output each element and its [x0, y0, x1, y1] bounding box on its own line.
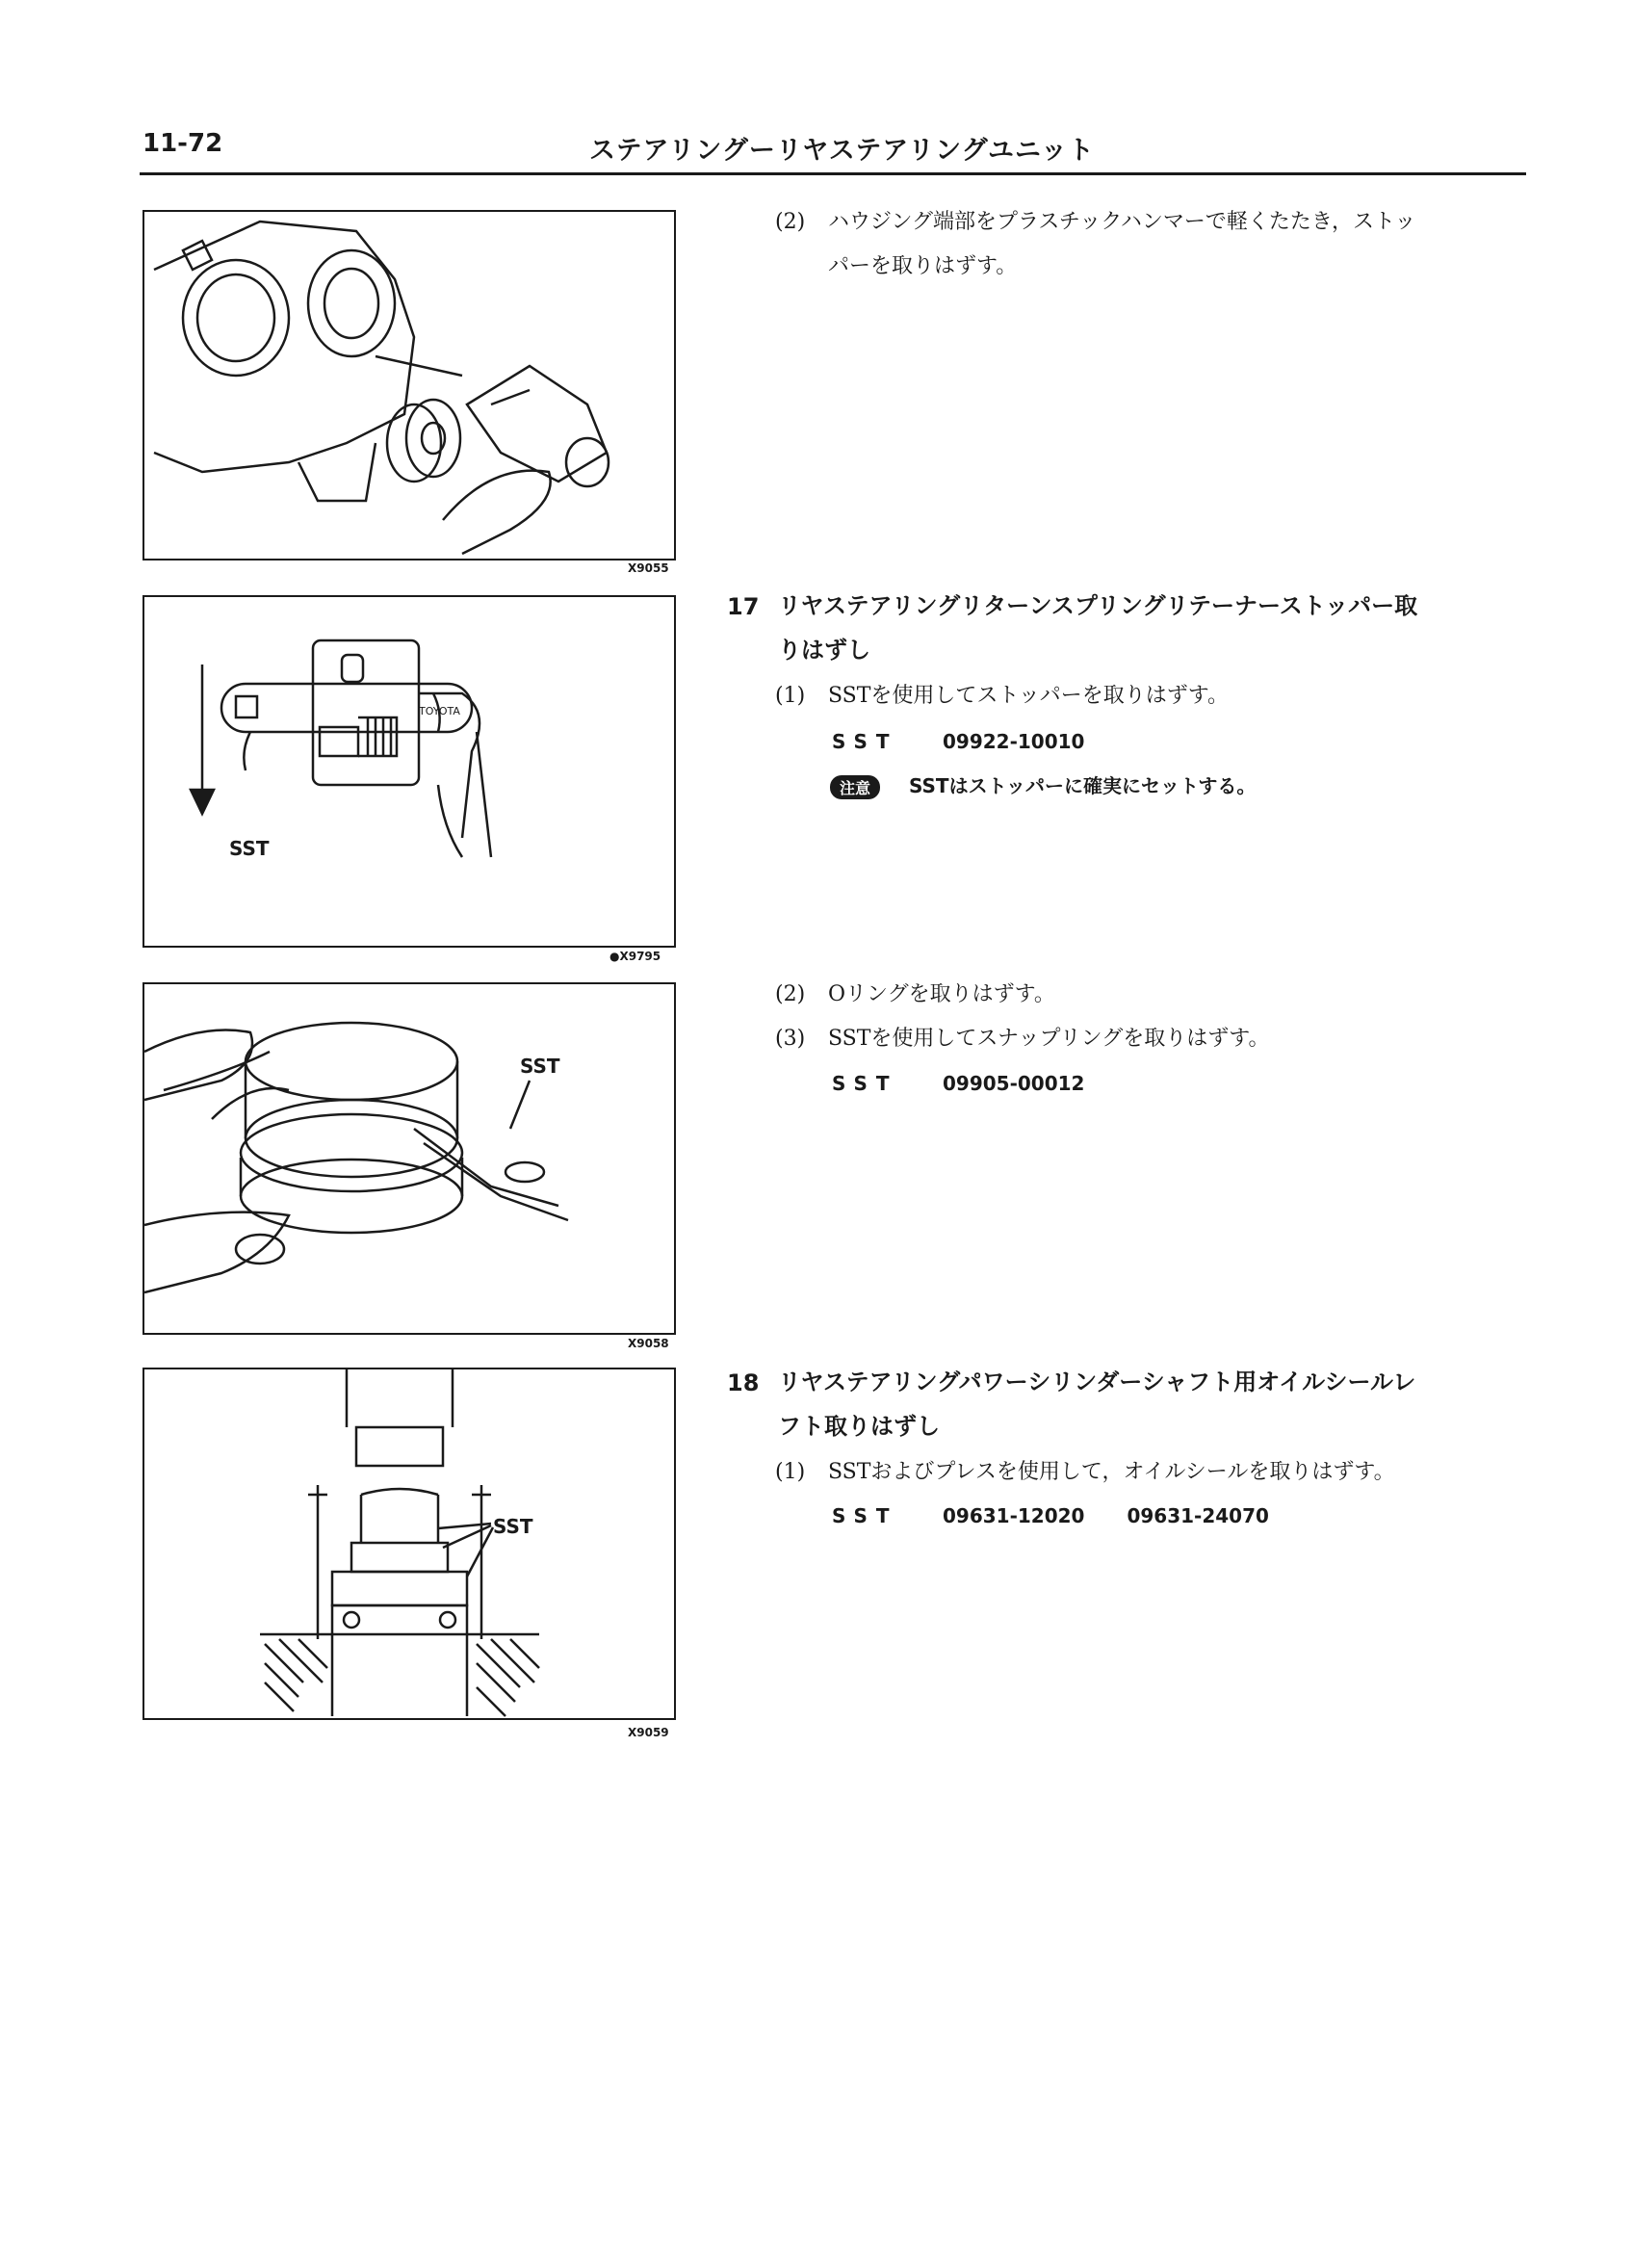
- header-rule: [140, 172, 1526, 175]
- step-17-title-line2: りはずし: [778, 637, 870, 664]
- step-17-sst1-row: [832, 730, 1127, 753]
- step-18-sub1-text: SSTおよびプレスを使用して，オイルシールを取りはずす。: [828, 1460, 1395, 1484]
- intro-step-line2: パーを取りはずす。: [828, 254, 1018, 278]
- step-18-title-line2: フト取りはずし: [778, 1413, 940, 1440]
- step-17-sub2-num: (2): [775, 982, 806, 1006]
- figure-code: X9058: [628, 1337, 669, 1350]
- step-18-title-line1: リヤステアリングパワーシリンダーシャフト用オイルシールレ: [778, 1369, 1416, 1395]
- step-17-sub1-text: SSTを使用してストッパーを取りはずす。: [828, 684, 1230, 708]
- snap-ring-illustration: [144, 984, 674, 1333]
- sst-label: SST: [493, 1515, 533, 1538]
- step-17-sub2-text: Oリングを取りはずす。: [828, 982, 1055, 1006]
- figure-sst-wrench: [143, 595, 676, 948]
- page-number: 11-72: [143, 129, 223, 158]
- step-18-sub1-num: (1): [775, 1460, 806, 1484]
- figure-code: X9055: [628, 561, 669, 575]
- step-17-sub3-num: (3): [775, 1027, 806, 1051]
- sst-wrench-illustration: [144, 597, 674, 946]
- sst-label: SST: [229, 837, 270, 860]
- step-17-sst2-row: [832, 1072, 1127, 1095]
- press-seal-illustration: [144, 1369, 674, 1718]
- sst-part-number: 09631-12020: [943, 1504, 1085, 1527]
- sst-part-number: 09905-00012: [943, 1072, 1085, 1095]
- caution-badge: 注意: [830, 775, 880, 799]
- figure-press-seal: [143, 1368, 676, 1720]
- step-18-sst-row: [832, 1504, 1311, 1527]
- step-18-number: 18: [727, 1369, 760, 1396]
- step-17-title-line1: リヤステアリングリターンスプリングリテーナーストッパー取: [778, 592, 1418, 619]
- intro-step-line1: ハウジング端部をプラスチックハンマーで軽くたたき，ストッ: [828, 210, 1416, 234]
- intro-step-num: (2): [775, 210, 806, 234]
- housing-hammer-illustration: [144, 212, 674, 559]
- figure-code: X9059: [628, 1726, 669, 1739]
- step-17-sub3-text: SSTを使用してスナップリングを取りはずす。: [828, 1027, 1270, 1051]
- step-17-number: 17: [727, 593, 760, 620]
- figure-code: ●X9795: [609, 950, 661, 963]
- sst-key: SST: [832, 730, 898, 753]
- step-17-sub1-num: (1): [775, 684, 806, 708]
- figure-snap-ring: [143, 982, 676, 1335]
- sst-label: SST: [520, 1055, 560, 1078]
- sst-key: SST: [832, 1504, 898, 1527]
- sst-part-number: 09922-10010: [943, 730, 1085, 753]
- figure-housing-hammer: [143, 210, 676, 560]
- caution-text: SSTはストッパーに確実にセットする。: [909, 774, 1257, 797]
- sst-part-number: 09631-24070: [1127, 1504, 1269, 1527]
- page-title: ステアリングーリヤステアリングユニット: [589, 136, 1095, 166]
- wrench-stamp: TOYOTA: [419, 705, 460, 717]
- sst-key: SST: [832, 1072, 898, 1095]
- step-17-caution: [830, 770, 1256, 799]
